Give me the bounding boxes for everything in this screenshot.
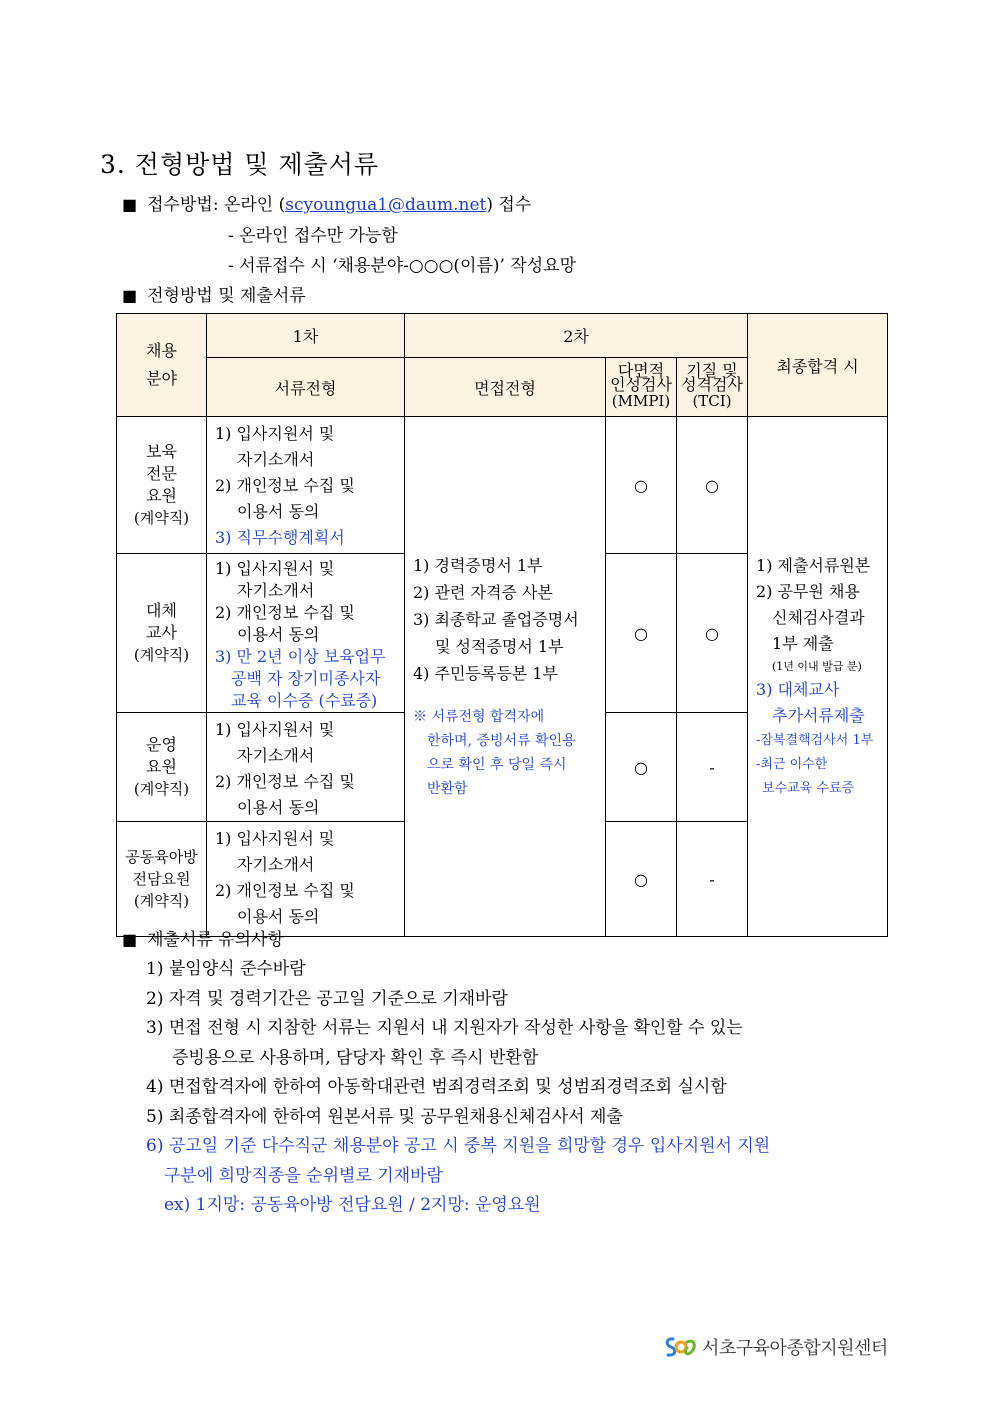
field-substitute-teacher: 대체 교사 (계약직)	[117, 554, 207, 713]
notes-heading-line	[122, 925, 284, 950]
receipt-method-line	[122, 190, 531, 215]
header-mmpi: 다면적 인성검사 (MMPI)	[606, 358, 677, 417]
list-item: 구분에 희망직종을 순위별로 기재바람	[164, 1165, 443, 1186]
docs-coparenting-staff: 1) 입사지원서 및 자기소개서 2) 개인정보 수집 및 이용서 동의	[207, 822, 405, 937]
header-round-2: 2차	[405, 314, 748, 358]
section-title: 3. 전형방법 및 제출서류	[100, 150, 380, 179]
list-item: 3) 면접 전형 시 지참한 서류는 지원서 내 지원자가 작성한 사항을 확인할 수 있는	[146, 1018, 743, 1038]
org-name: 서초구육아종합지원센터	[702, 1338, 888, 1359]
list-item: ex) 1지망: 공동육아방 전담요원 / 2지망: 운영요원	[164, 1195, 541, 1215]
docs-operations-staff: 1) 입사지원서 및 자기소개서 2) 개인정보 수집 및 이용서 동의	[207, 713, 405, 822]
header-tci: 기질 및 성격검사 (TCI)	[677, 358, 748, 417]
square-bullet-icon: ■	[122, 930, 138, 949]
method-heading: 전형방법 및 제출서류	[147, 286, 306, 306]
mmpi-mark: ○	[606, 554, 677, 713]
header-field: 채용 분야	[117, 314, 207, 417]
receipt-note-2: - 서류접수 시 ‘채용분야-○○○(이름)’ 작성요망	[228, 256, 577, 276]
field-coparenting-staff: 공동육아방 전담요원 (계약직)	[117, 822, 207, 937]
field-childcare-specialist: 보육 전문 요원 (계약직)	[117, 417, 207, 554]
interview-note: ※ 서류전형 합격자에 한하며, 증빙서류 확인용 으로 확인 후 당일 즉시 반환함	[413, 709, 576, 797]
receipt-label-end: ) 접수	[486, 195, 532, 215]
mmpi-mark: ○	[606, 417, 677, 554]
header-docs: 서류전형	[207, 358, 405, 417]
email-link[interactable]: scyoungua1@daum.net	[285, 195, 487, 215]
footer-logo	[662, 1334, 888, 1360]
receipt-label: 접수방법: 온라인 (	[147, 195, 286, 215]
docs-childcare-specialist: 1) 입사지원서 및 자기소개서 2) 개인정보 수집 및 이용서 동의 3) 직무수행계획서	[207, 417, 405, 554]
header-round-1: 1차	[207, 314, 405, 358]
square-bullet-icon: ■	[122, 195, 138, 214]
interview-docs: 1) 경력증명서 1부 2) 관련 자격증 사본 3) 최종학교 졸업증명서 및 성적증명서 1부 4) 주민등록등본 1부 ※ 서류전형 합격자에 한하며, 증빙서류 확인용 으로 확인 후 당일 즉시 반환함	[405, 417, 606, 937]
header-interview: 면접전형	[405, 358, 606, 417]
notes-heading: 제출서류 유의사항	[147, 930, 284, 950]
table-row	[117, 417, 888, 554]
header-final: 최종합격 시	[748, 314, 888, 417]
final-docs: 1) 제출서류원본 2) 공무원 채용 신체검사결과 1부 제출 (1년 이내 발급 분) 3) 대체교사 추가서류제출 -잠복결핵검사서 1부 -최근 이수한 보수교육 수료증	[748, 417, 888, 937]
org-logo-icon	[662, 1334, 698, 1360]
receipt-note-1: - 온라인 접수만 가능함	[228, 226, 398, 246]
list-item: 6) 공고일 기준 다수직군 채용분야 공고 시 중복 지원을 희망할 경우 입사지원서 지원	[146, 1136, 771, 1156]
list-item: 1) 붙임양식 준수바람	[146, 959, 306, 979]
mmpi-mark: ○	[606, 822, 677, 937]
mmpi-mark: ○	[606, 713, 677, 822]
tci-mark: -	[677, 713, 748, 822]
notes-list	[146, 955, 770, 1221]
field-operations-staff: 운영 요원 (계약직)	[117, 713, 207, 822]
selection-table	[116, 313, 888, 937]
list-item: 증빙용으로 사용하며, 담당자 확인 후 즉시 반환함	[172, 1047, 539, 1068]
list-item: 5) 최종합격자에 한하여 원본서류 및 공무원채용신체검사서 제출	[146, 1106, 623, 1127]
method-heading-line	[122, 281, 306, 306]
docs-substitute-teacher: 1) 입사지원서 및 자기소개서 2) 개인정보 수집 및 이용서 동의 3) 만 2년 이상 보육업무 공백 자 장기미종사자 교육 이수증 (수료증)	[207, 554, 405, 713]
square-bullet-icon: ■	[122, 286, 138, 305]
tci-mark: -	[677, 822, 748, 937]
list-item: 2) 자격 및 경력기간은 공고일 기준으로 기재바람	[146, 988, 508, 1009]
tci-mark: ○	[677, 554, 748, 713]
tci-mark: ○	[677, 417, 748, 554]
list-item: 4) 면접합격자에 한하여 아동학대관련 범죄경력조회 및 성범죄경력조회 실시함	[146, 1077, 727, 1097]
